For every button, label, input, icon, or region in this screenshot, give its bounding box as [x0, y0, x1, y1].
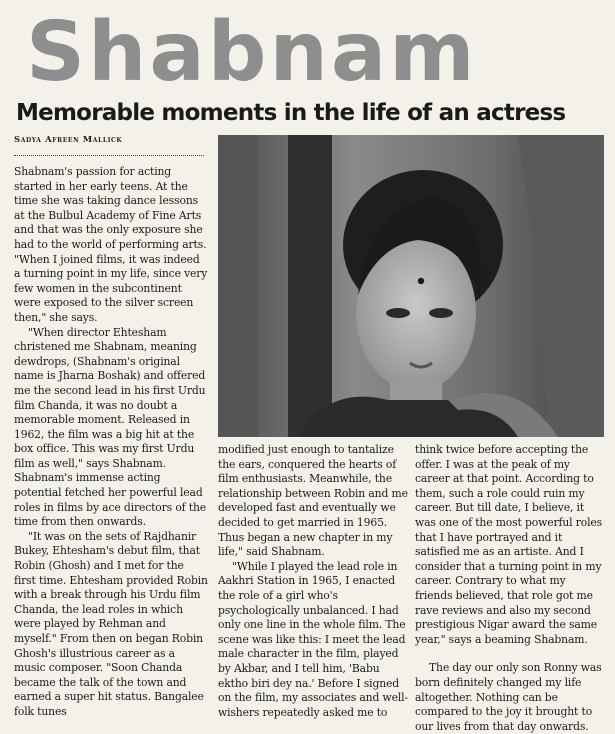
paragraph: Shabnam's passion for acting started in her early teens. At the time she was taking dance lessons at the Bulbul Academy of Fine Arts and that was the only exposure she had to the world of performing arts. "When I joined films, it was indeed a turning point in my life, since very few women in the subcontinent were exposed to the silver screen then," she says.	[14, 165, 208, 324]
paragraph: "When director Ehtesham christened me Shabnam, meaning dewdrops, (Shabnam's original name is Jharna Boshak) and offered me the second lead in his first Urdu film Chanda, it was no doubt a memorable moment. Released in 1962, the film was a big hit at the box office. This was my first Urdu film as well," says Shabnam. Shabnam's immense acting potential fetched her powerful lead roles in films by ace directors of the time from then onwards.	[14, 325, 207, 529]
paragraph: The day our only son Ronny was born definitely changed my life altogether. Nothing can be compared to the joy it brought to our lives from that day onwards.	[415, 661, 602, 733]
paragraph: "While I played the lead role in Aakhri Station in 1965, I enacted the role of a girl who's psychologically unbalanced. I had only one line in the whole film. The scene was like this: I meet the lead male character in the film, played by Akbar, and I tell him, 'Babu ektho biri dey na.' Before I signed on the film, my associates and well-wishers repeatedly asked me to	[218, 559, 408, 719]
article-column-3	[415, 443, 605, 734]
actress-portrait-photo	[218, 135, 604, 437]
paragraph: "It was on the sets of Rajdhanir Bukey, Ehtesham's debut film, that Robin (Ghosh) and I met for the first time. Ehtesham provided Robin with a break through his Urdu film Chanda, the lead roles in which were played by Rehman and myself." From then on began Robin Ghosh's illustrious career as a music composer. "Soon Chanda became the talk of the town and earned a super hit status. Bangalee folk tunes	[14, 529, 208, 718]
article-column-1	[14, 165, 208, 720]
portrait-photo-icon	[218, 135, 604, 437]
paragraph: think twice before accepting the offer. I was at the peak of my career at that point. According to them, such a role could ruin my career. But till date, I believe, it was one of the most powerful roles that I have portrayed and it satisfied me as an artiste. And I consider that a turning point in my career. Contrary to what my friends believed, that role got me rave reviews and also my second prestigious Nigar award the same year," says a beaming Shabnam.	[415, 443, 603, 646]
article-subtitle: Memorable moments in the life of an actress	[16, 98, 566, 126]
byline-divider	[14, 155, 204, 156]
masthead-title: Shabnam	[26, 5, 478, 100]
paragraph: modified just enough to tantalize the ears, conquered the hearts of film enthusiasts. Meanwhile, the relationship between Robin and me developed fast and eventually we decided to get married in 1965. Thus began a new chapter in my life," said Shabnam.	[218, 443, 408, 559]
author-byline: Sadya Afreen Mallick	[14, 135, 123, 145]
article-column-2	[218, 443, 408, 720]
